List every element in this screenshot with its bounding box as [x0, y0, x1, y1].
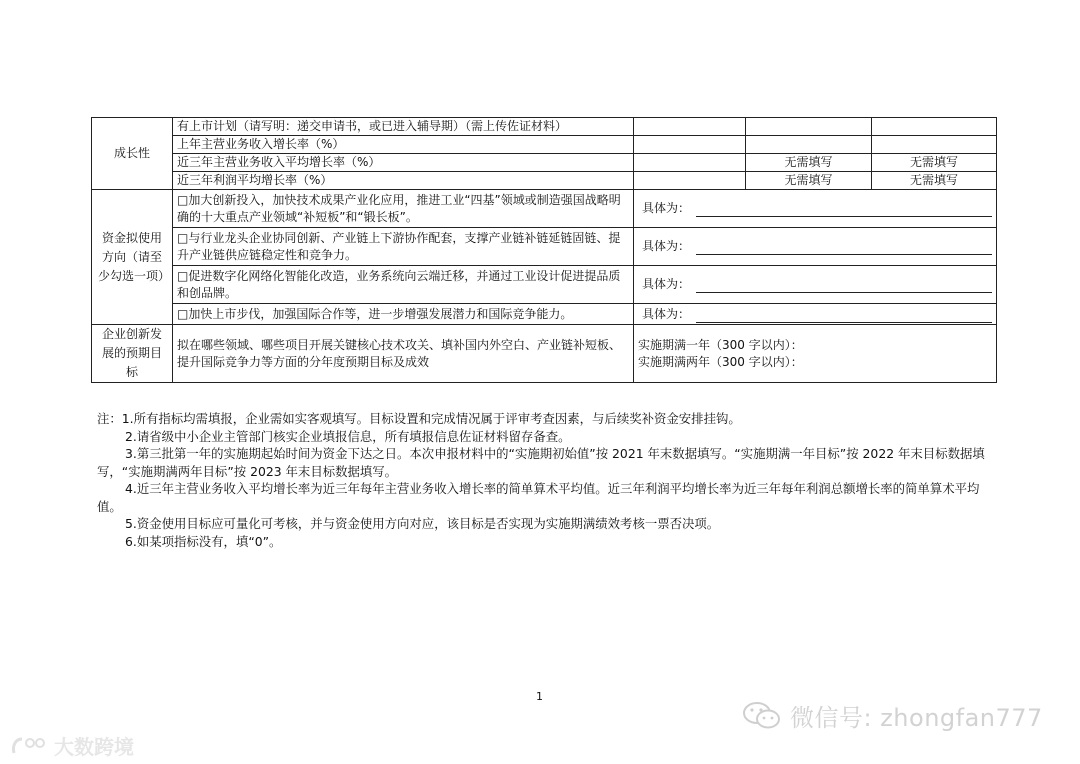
watermark-left	[10, 731, 134, 760]
fund-direction-spec-cell	[634, 304, 997, 325]
fund-direction-spec-cell	[634, 266, 997, 304]
growth-row-avg-profit-growth	[92, 172, 997, 190]
growth-row-revenue-growth	[92, 136, 997, 154]
spec-label: 具体为：	[642, 277, 691, 291]
growth-row-avg-revenue-growth	[92, 154, 997, 172]
growth-cell-year2[interactable]	[872, 136, 997, 154]
fund-direction-option[interactable]: □加快上市步伐，加强国际合作等，进一步增强发展潜力和国际竞争能力。	[173, 304, 634, 325]
fund-direction-row	[92, 228, 997, 266]
growth-category-label: 成长性	[92, 118, 173, 190]
growth-row-label: 近三年主营业务收入平均增长率（%）	[173, 154, 634, 172]
note-4: 4.近三年主营业务收入平均增长率为近三年每年主营业务收入增长率的简单算术平均值。近三年利润平均增长率为近三年每年利润总额增长率的简单算术平均值。	[97, 481, 980, 514]
spec-label: 具体为：	[642, 201, 691, 215]
growth-row-label: 有上市计划（请写明：递交申请书，或已进入辅导期）（需上传佐证材料）	[173, 118, 634, 136]
application-form-table	[91, 117, 997, 383]
notes-section	[97, 410, 993, 550]
spec-label: 具体为：	[642, 239, 691, 253]
fund-direction-row	[92, 266, 997, 304]
growth-row-label: 上年主营业务收入增长率（%）	[173, 136, 634, 154]
growth-cell-year2: 无需填写	[872, 154, 997, 172]
fund-direction-row	[92, 304, 997, 325]
brand-logo-icon	[10, 735, 50, 757]
spec-label: 具体为：	[642, 306, 691, 321]
note-2: 2.请省级中小企业主管部门核实企业填报信息，所有填报信息佐证材料留存备查。	[125, 428, 571, 444]
growth-row-label: 近三年利润平均增长率（%）	[173, 172, 634, 190]
fund-direction-option[interactable]: □促进数字化网络化智能化改造，业务系统向云端迁移，并通过工业设计促进提品质和创品牌。	[173, 266, 634, 304]
note-3: 3.第三批第一年的实施期起始时间为资金下达之日。本次申报材料中的“实施期初始值”按 2021 年末数据填写。“实施期满一年目标”按 2022 年末目标数据填写，“实施期满两年目标”按 2023 年末目标数据填写。	[97, 446, 985, 479]
year1-goal-label: 实施期满一年（300 字以内）：	[638, 337, 803, 352]
note-5: 5.资金使用目标应可量化可考核，并与资金使用方向对应，该目标是否实现为实施期满绩效考核一票否决项。	[125, 516, 720, 531]
growth-cell-year1[interactable]	[746, 118, 872, 136]
spec-blank-line[interactable]	[696, 203, 992, 217]
watermark-right-text: 微信号: zhongfan777	[790, 704, 1043, 732]
growth-cell-initial[interactable]	[634, 172, 746, 190]
growth-cell-year1: 无需填写	[746, 154, 872, 172]
innovation-description: 拟在哪些领域、哪些项目开展关键核心技术攻关、填补国内外空白、产业链补短板、提升国际竞争力等方面的分年度预期目标及成效	[173, 325, 634, 383]
growth-cell-initial[interactable]	[634, 118, 746, 136]
fund-direction-spec-cell	[634, 190, 997, 228]
spec-blank-line[interactable]	[696, 309, 992, 323]
growth-cell-year1[interactable]	[746, 136, 872, 154]
growth-cell-year2[interactable]	[872, 118, 997, 136]
growth-cell-initial[interactable]	[634, 136, 746, 154]
innovation-category-label: 企业创新发展的预期目标	[92, 325, 173, 383]
fund-direction-spec-cell	[634, 228, 997, 266]
note-6: 6.如某项指标没有，填“0”。	[125, 533, 282, 549]
spec-blank-line[interactable]	[696, 241, 992, 255]
note-1: 注：1.所有指标均需填报，企业需如实客观填写。目标设置和完成情况属于评审考查因素，与后续奖补资金安排挂钩。	[97, 411, 741, 426]
fund-direction-row	[92, 190, 997, 228]
innovation-goal-cell[interactable]	[634, 325, 997, 383]
fund-direction-category-label: 资金拟使用方向（请至少勾选一项）	[92, 190, 173, 325]
growth-row-listing-plan	[92, 118, 997, 136]
growth-cell-initial[interactable]	[634, 154, 746, 172]
page-number: 1	[536, 690, 543, 703]
spec-blank-line[interactable]	[696, 279, 992, 293]
watermark-right	[742, 698, 1043, 733]
fund-direction-option[interactable]: □加大创新投入，加快技术成果产业化应用，推进工业“四基”领域或制造强国战略明确的十大重点产业领域“补短板”和“锻长板”。	[173, 190, 634, 228]
growth-cell-year1: 无需填写	[746, 172, 872, 190]
year2-goal-label: 实施期满两年（300 字以内）：	[638, 354, 803, 369]
innovation-goal-row	[92, 325, 997, 383]
growth-cell-year2: 无需填写	[872, 172, 997, 190]
wechat-icon	[742, 700, 782, 732]
watermark-left-text: 大数跨境	[54, 735, 134, 759]
fund-direction-option[interactable]: □与行业龙头企业协同创新、产业链上下游协作配套，支撑产业链补链延链固链、提升产业链供应链稳定性和竞争力。	[173, 228, 634, 266]
